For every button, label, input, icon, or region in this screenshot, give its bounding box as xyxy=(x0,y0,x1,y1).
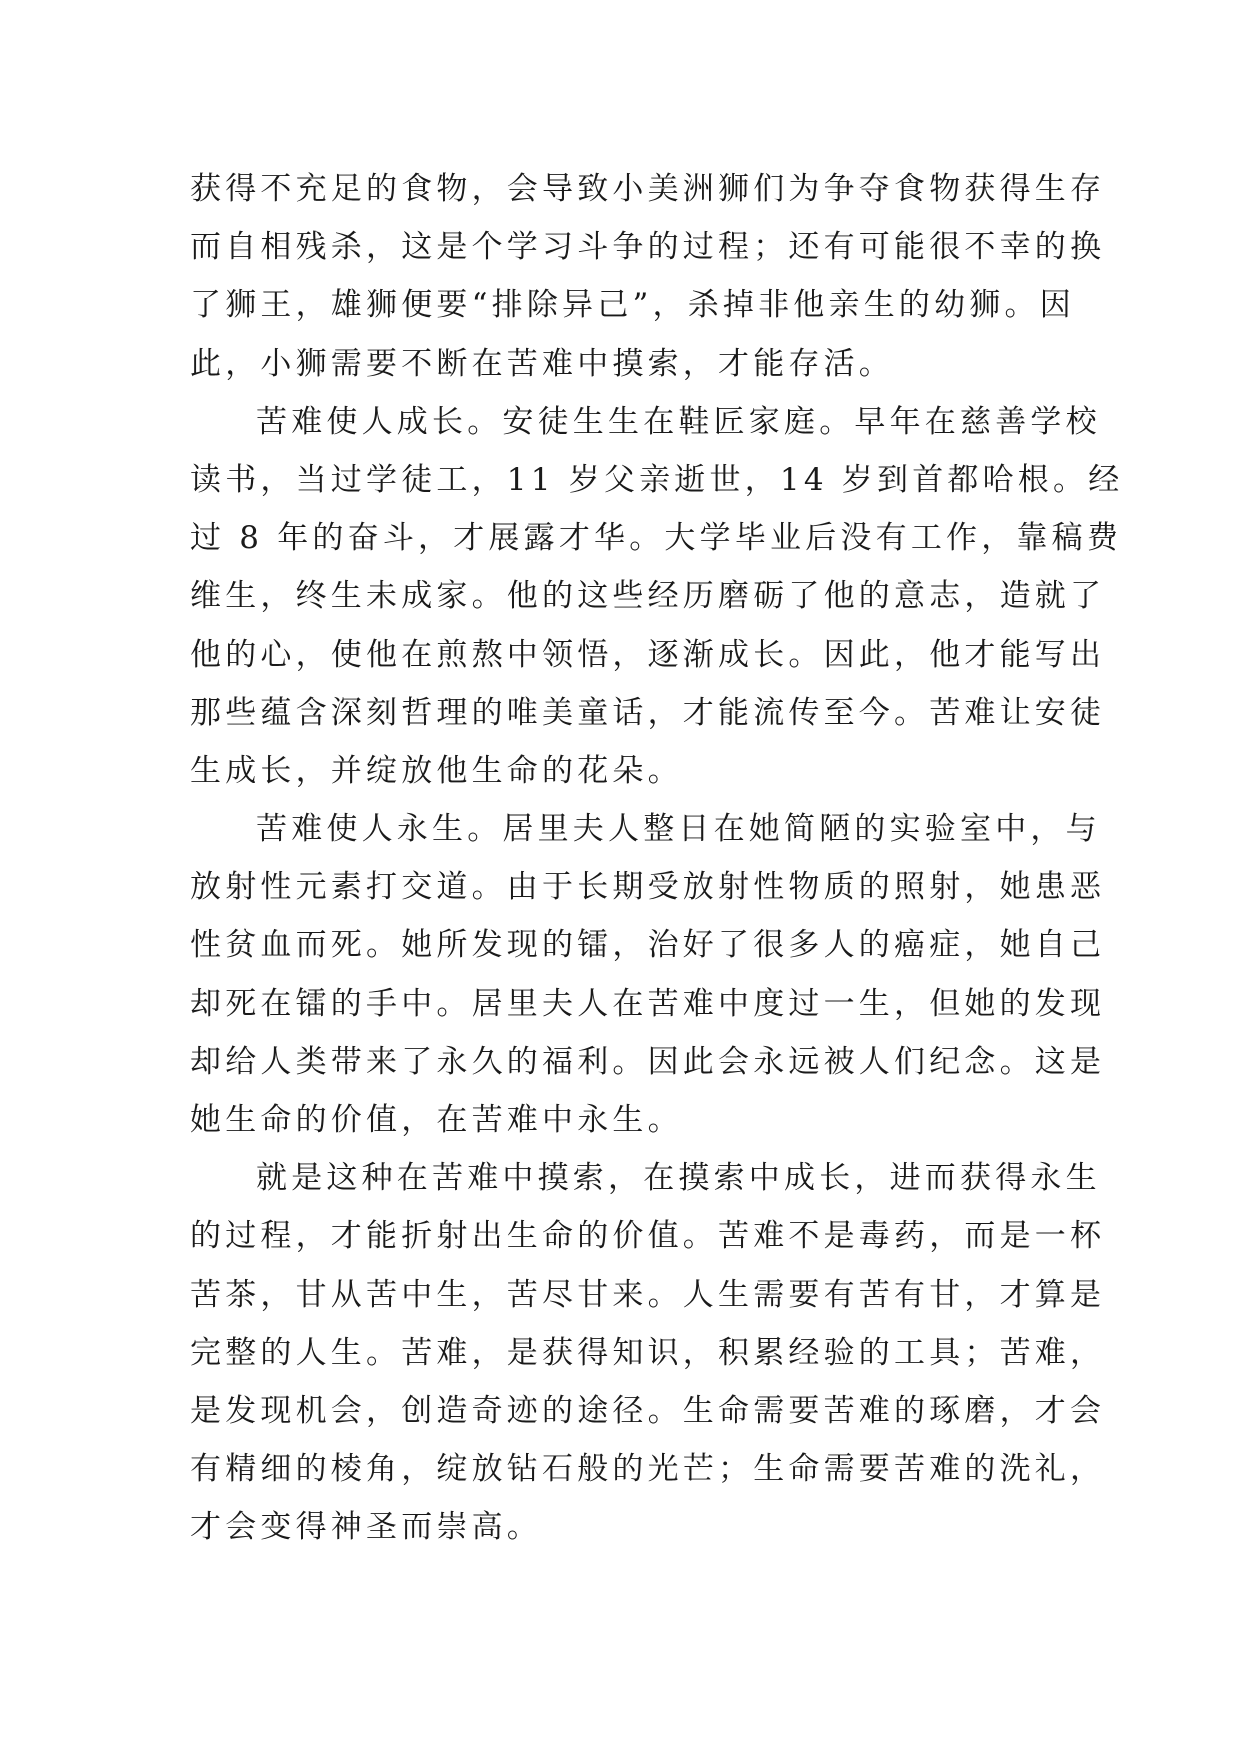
paragraph-3 xyxy=(190,800,1106,1149)
text-line: 却给人类带来了永久的福利。因此会永远被人们纪念。这是 xyxy=(190,1043,1106,1080)
text-line: 他的心，使他在煎熬中领悟，逐渐成长。因此，他才能写出 xyxy=(190,636,1106,673)
text-line: 放射性元素打交道。由于长期受放射性物质的照射，她患恶 xyxy=(190,869,1106,906)
text-line: 此，小狮需要不断在苦难中摸索，才能存活。 xyxy=(190,345,894,382)
text-line: 性贫血而死。她所发现的镭，治好了很多人的癌症，她自己 xyxy=(190,927,1106,964)
text-line: 获得不充足的食物，会导致小美洲狮们为争夺食物获得生存 xyxy=(190,171,1106,207)
text-line: 有精细的棱角，绽放钻石般的光芒；生命需要苦难的洗礼， xyxy=(190,1451,1106,1488)
text-line: 苦难使人成长。安徒生生在鞋匠家庭。早年在慈善学校 xyxy=(256,403,1101,440)
document-body xyxy=(190,160,1124,1557)
text-line: 苦茶，甘从苦中生，苦尽甘来。人生需要有苦有甘，才算是 xyxy=(190,1276,1106,1313)
text-line: 才会变得神圣而崇高。 xyxy=(190,1509,542,1546)
text-line: 而自相残杀，这是个学习斗争的过程；还有可能很不幸的换 xyxy=(190,229,1106,266)
text-line: 完整的人生。苦难，是获得知识，积累经验的工具；苦难， xyxy=(190,1334,1106,1371)
text-line: 就是这种在苦难中摸索，在摸索中成长，进而获得永生 xyxy=(256,1160,1101,1197)
text-line: 了狮王，雄狮便要“排除异己”，杀掉非他亲生的幼狮。因 xyxy=(190,287,1075,324)
text-line: 维生，终生未成家。他的这些经历磨砺了他的意志，造就了 xyxy=(190,578,1106,615)
text-line: 读书，当过学徒工，11 岁父亲逝世，14 岁到首都哈根。经 xyxy=(190,461,1124,498)
paragraph-1 xyxy=(190,160,1106,393)
paragraph-4 xyxy=(190,1149,1106,1556)
text-line: 的过程，才能折射出生命的价值。苦难不是毒药，而是一杯 xyxy=(190,1218,1106,1255)
text-line: 过 8 年的奋斗，才展露才华。大学毕业后没有工作，靠稿费 xyxy=(190,520,1123,557)
text-line: 那些蕴含深刻哲理的唯美童话，才能流传至今。苦难让安徒 xyxy=(190,694,1106,731)
paragraph-2 xyxy=(190,393,1124,800)
text-line: 是发现机会，创造奇迹的途径。生命需要苦难的琢磨，才会 xyxy=(190,1392,1106,1429)
text-line: 却死在镭的手中。居里夫人在苦难中度过一生，但她的发现 xyxy=(190,985,1106,1022)
text-line: 生成长，并绽放他生命的花朵。 xyxy=(190,752,683,789)
text-line: 她生命的价值，在苦难中永生。 xyxy=(190,1102,683,1138)
text-line: 苦难使人永生。居里夫人整日在她简陋的实验室中，与 xyxy=(256,811,1101,848)
